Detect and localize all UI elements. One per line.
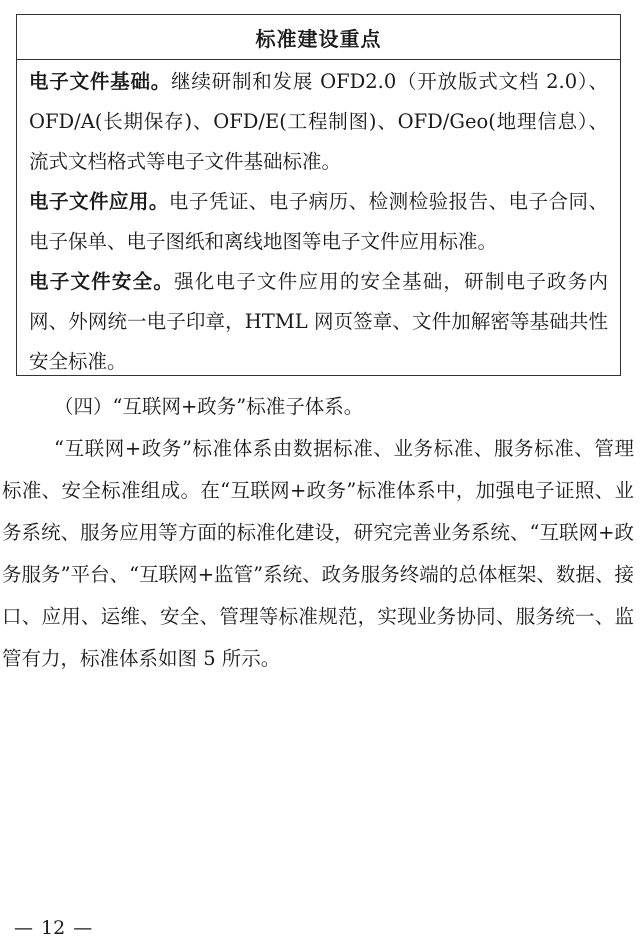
box-item-term: 电子文件基础。 bbox=[29, 70, 172, 93]
footer-dash-right: — bbox=[73, 917, 93, 939]
box-item-term: 电子文件安全。 bbox=[29, 270, 175, 293]
box-item-electronic-file-security bbox=[29, 262, 608, 382]
box-item-text: 继续研制和发展 OFD2.0（开放版式文档 2.0）、OFD/A(长期保存)、OFD/E(工程制图)、OFD/Geo(地理信息）、流式文档格式等电子文件基础标准。 bbox=[29, 70, 608, 173]
section-heading: （四）“互联网+政务”标准子体系。 bbox=[54, 395, 364, 418]
box-item-electronic-file-basics bbox=[29, 62, 608, 182]
box-body bbox=[17, 60, 620, 382]
page-number: 12 bbox=[41, 917, 66, 939]
box-item-text: 强化电子文件应用的安全基础，研制电子政务内网、外网统一电子印章，HTML 网页签章、文件加解密等基础共性安全标准。 bbox=[29, 270, 608, 373]
box-item-electronic-file-application bbox=[29, 182, 608, 262]
section-paragraph: “互联网+政务”标准体系由数据标准、业务标准、服务标准、管理标准、安全标准组成。在“互联网+政务”标准体系中，加强电子证照、业务系统、服务应用等方面的标准化建设，研究完善业务系统、“互联网+政务服务”平台、“互联网+监管”系统、政务服务终端的总体框架、数据、接口、应用、运维、安全、管理等标准规范，实现业务协同、服务统一、监管有力，标准体系如图 5 所示。 bbox=[2, 437, 634, 670]
footer-dash-left: — bbox=[14, 917, 33, 939]
box-item-term: 电子文件应用。 bbox=[29, 190, 169, 213]
box-item-text: 电子凭证、电子病历、检测检验报告、电子合同、电子保单、电子图纸和离线地图等电子文件应用标准。 bbox=[29, 190, 608, 253]
key-points-box bbox=[16, 14, 621, 376]
box-title: 标准建设重点 bbox=[17, 15, 620, 60]
page-footer bbox=[14, 916, 92, 940]
